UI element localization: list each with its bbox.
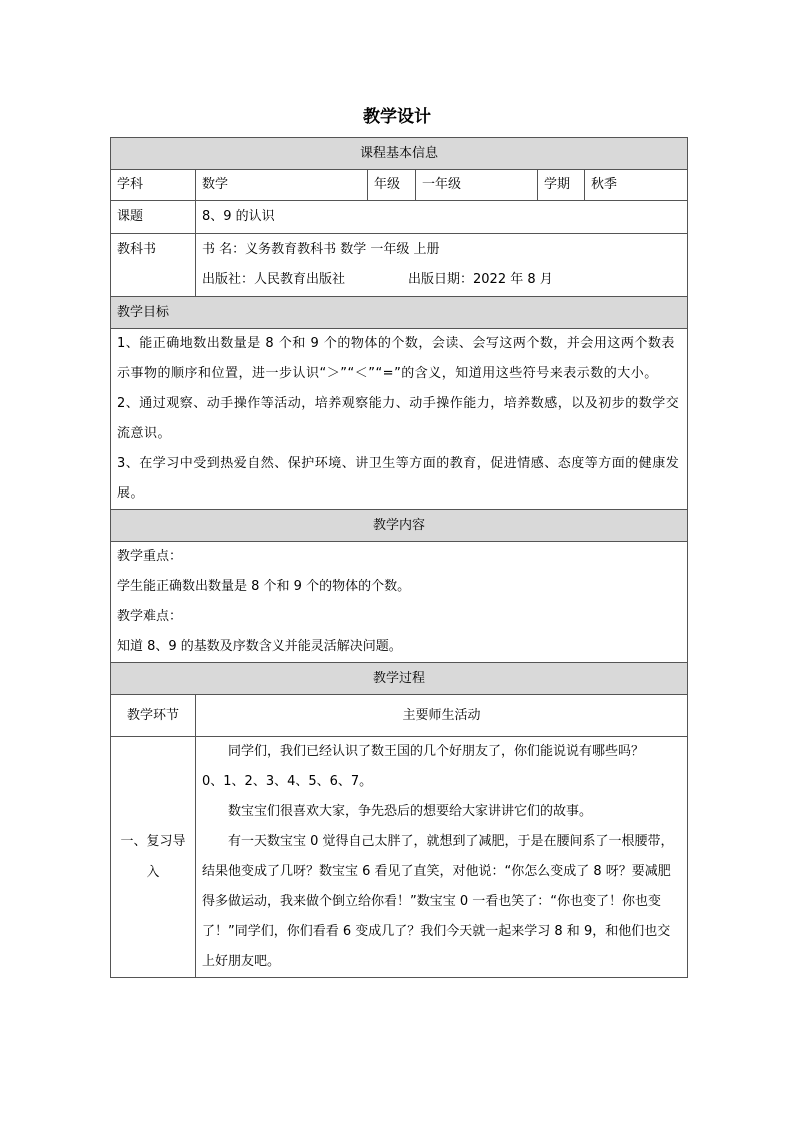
objectives-header: 教学目标 bbox=[111, 297, 688, 329]
objectives-body bbox=[111, 329, 688, 510]
publish-date: 出版日期：2022 年 8 月 bbox=[408, 272, 553, 287]
objective-item: 3、在学习中受到热爱自然、保护环境、讲卫生等方面的教育，促进情感、态度等方面的健康发展。 bbox=[117, 456, 680, 501]
basic-info-header: 课程基本信息 bbox=[111, 138, 688, 170]
topic-label: 课题 bbox=[111, 201, 196, 234]
difficulty-label: 教学难点： bbox=[117, 609, 183, 624]
activity-cell bbox=[196, 737, 688, 978]
activity-paragraph: 数宝宝们很喜欢大家，争先恐后的想要给大家讲讲它们的故事。 bbox=[228, 804, 593, 819]
objective-item: 2、通过观察、动手操作等活动，培养观察能力、动手操作能力，培养数感，以及初步的数学交流意识。 bbox=[117, 396, 680, 441]
textbook-label: 教科书 bbox=[111, 234, 196, 297]
objective-item: 1、能正确地数出数量是 8 个和 9 个的物体的个数，会读、会写这两个数，并会用这两个数表示事物的顺序和位置，进一步认识“＞”“＜”“=”的含义，知道用这些符号来表示数的大小。 bbox=[117, 336, 675, 381]
activity-paragraph: 0、1、2、3、4、5、6、7。 bbox=[202, 774, 373, 789]
lesson-plan-table bbox=[110, 137, 688, 978]
term-label: 学期 bbox=[538, 170, 585, 201]
textbook-info bbox=[196, 234, 688, 297]
stage-column-header: 教学环节 bbox=[111, 695, 196, 737]
grade-label: 年级 bbox=[368, 170, 416, 201]
book-name: 书 名：义务教育教科书 数学 一年级 上册 bbox=[202, 242, 440, 257]
content-body bbox=[111, 542, 688, 663]
grade-value: 一年级 bbox=[416, 170, 538, 201]
page-title: 教学设计 bbox=[363, 107, 431, 127]
difficulty-text: 知道 8、9 的基数及序数含义并能灵活解决问题。 bbox=[117, 639, 402, 654]
key-point-text: 学生能正确数出数量是 8 个和 9 个的物体的个数。 bbox=[117, 579, 411, 594]
content-header: 教学内容 bbox=[111, 510, 688, 542]
key-point-label: 教学重点： bbox=[117, 549, 183, 564]
activity-paragraph: 有一天数宝宝 0 觉得自己太胖了，就想到了减肥，于是在腰间系了一根腰带，结果他变成了几呀？数宝宝 6 看见了直笑，对他说：“你怎么变成了 8 呀？要减肥得多做运动，我来做个倒立给你看！”数宝宝 0 一看也笑了：“你也变了！你也变了！”同学们，你们看看 6 变成几了？我们今天就一起来学习 8 和 9，和他们也交上好朋友吧。 bbox=[202, 834, 674, 969]
publisher: 出版社：人民教育出版社 bbox=[202, 272, 346, 287]
subject-label: 学科 bbox=[111, 170, 196, 201]
process-header: 教学过程 bbox=[111, 663, 688, 695]
subject-value: 数学 bbox=[196, 170, 368, 201]
stage-cell: 一、复习导入 bbox=[111, 737, 196, 978]
term-value: 秋季 bbox=[585, 170, 688, 201]
activity-paragraph: 同学们，我们已经认识了数王国的几个好朋友了，你们能说说有哪些吗？ bbox=[228, 744, 645, 759]
topic-value: 8、9 的认识 bbox=[196, 201, 688, 234]
activity-column-header: 主要师生活动 bbox=[196, 695, 688, 737]
publisher-line bbox=[202, 265, 681, 295]
